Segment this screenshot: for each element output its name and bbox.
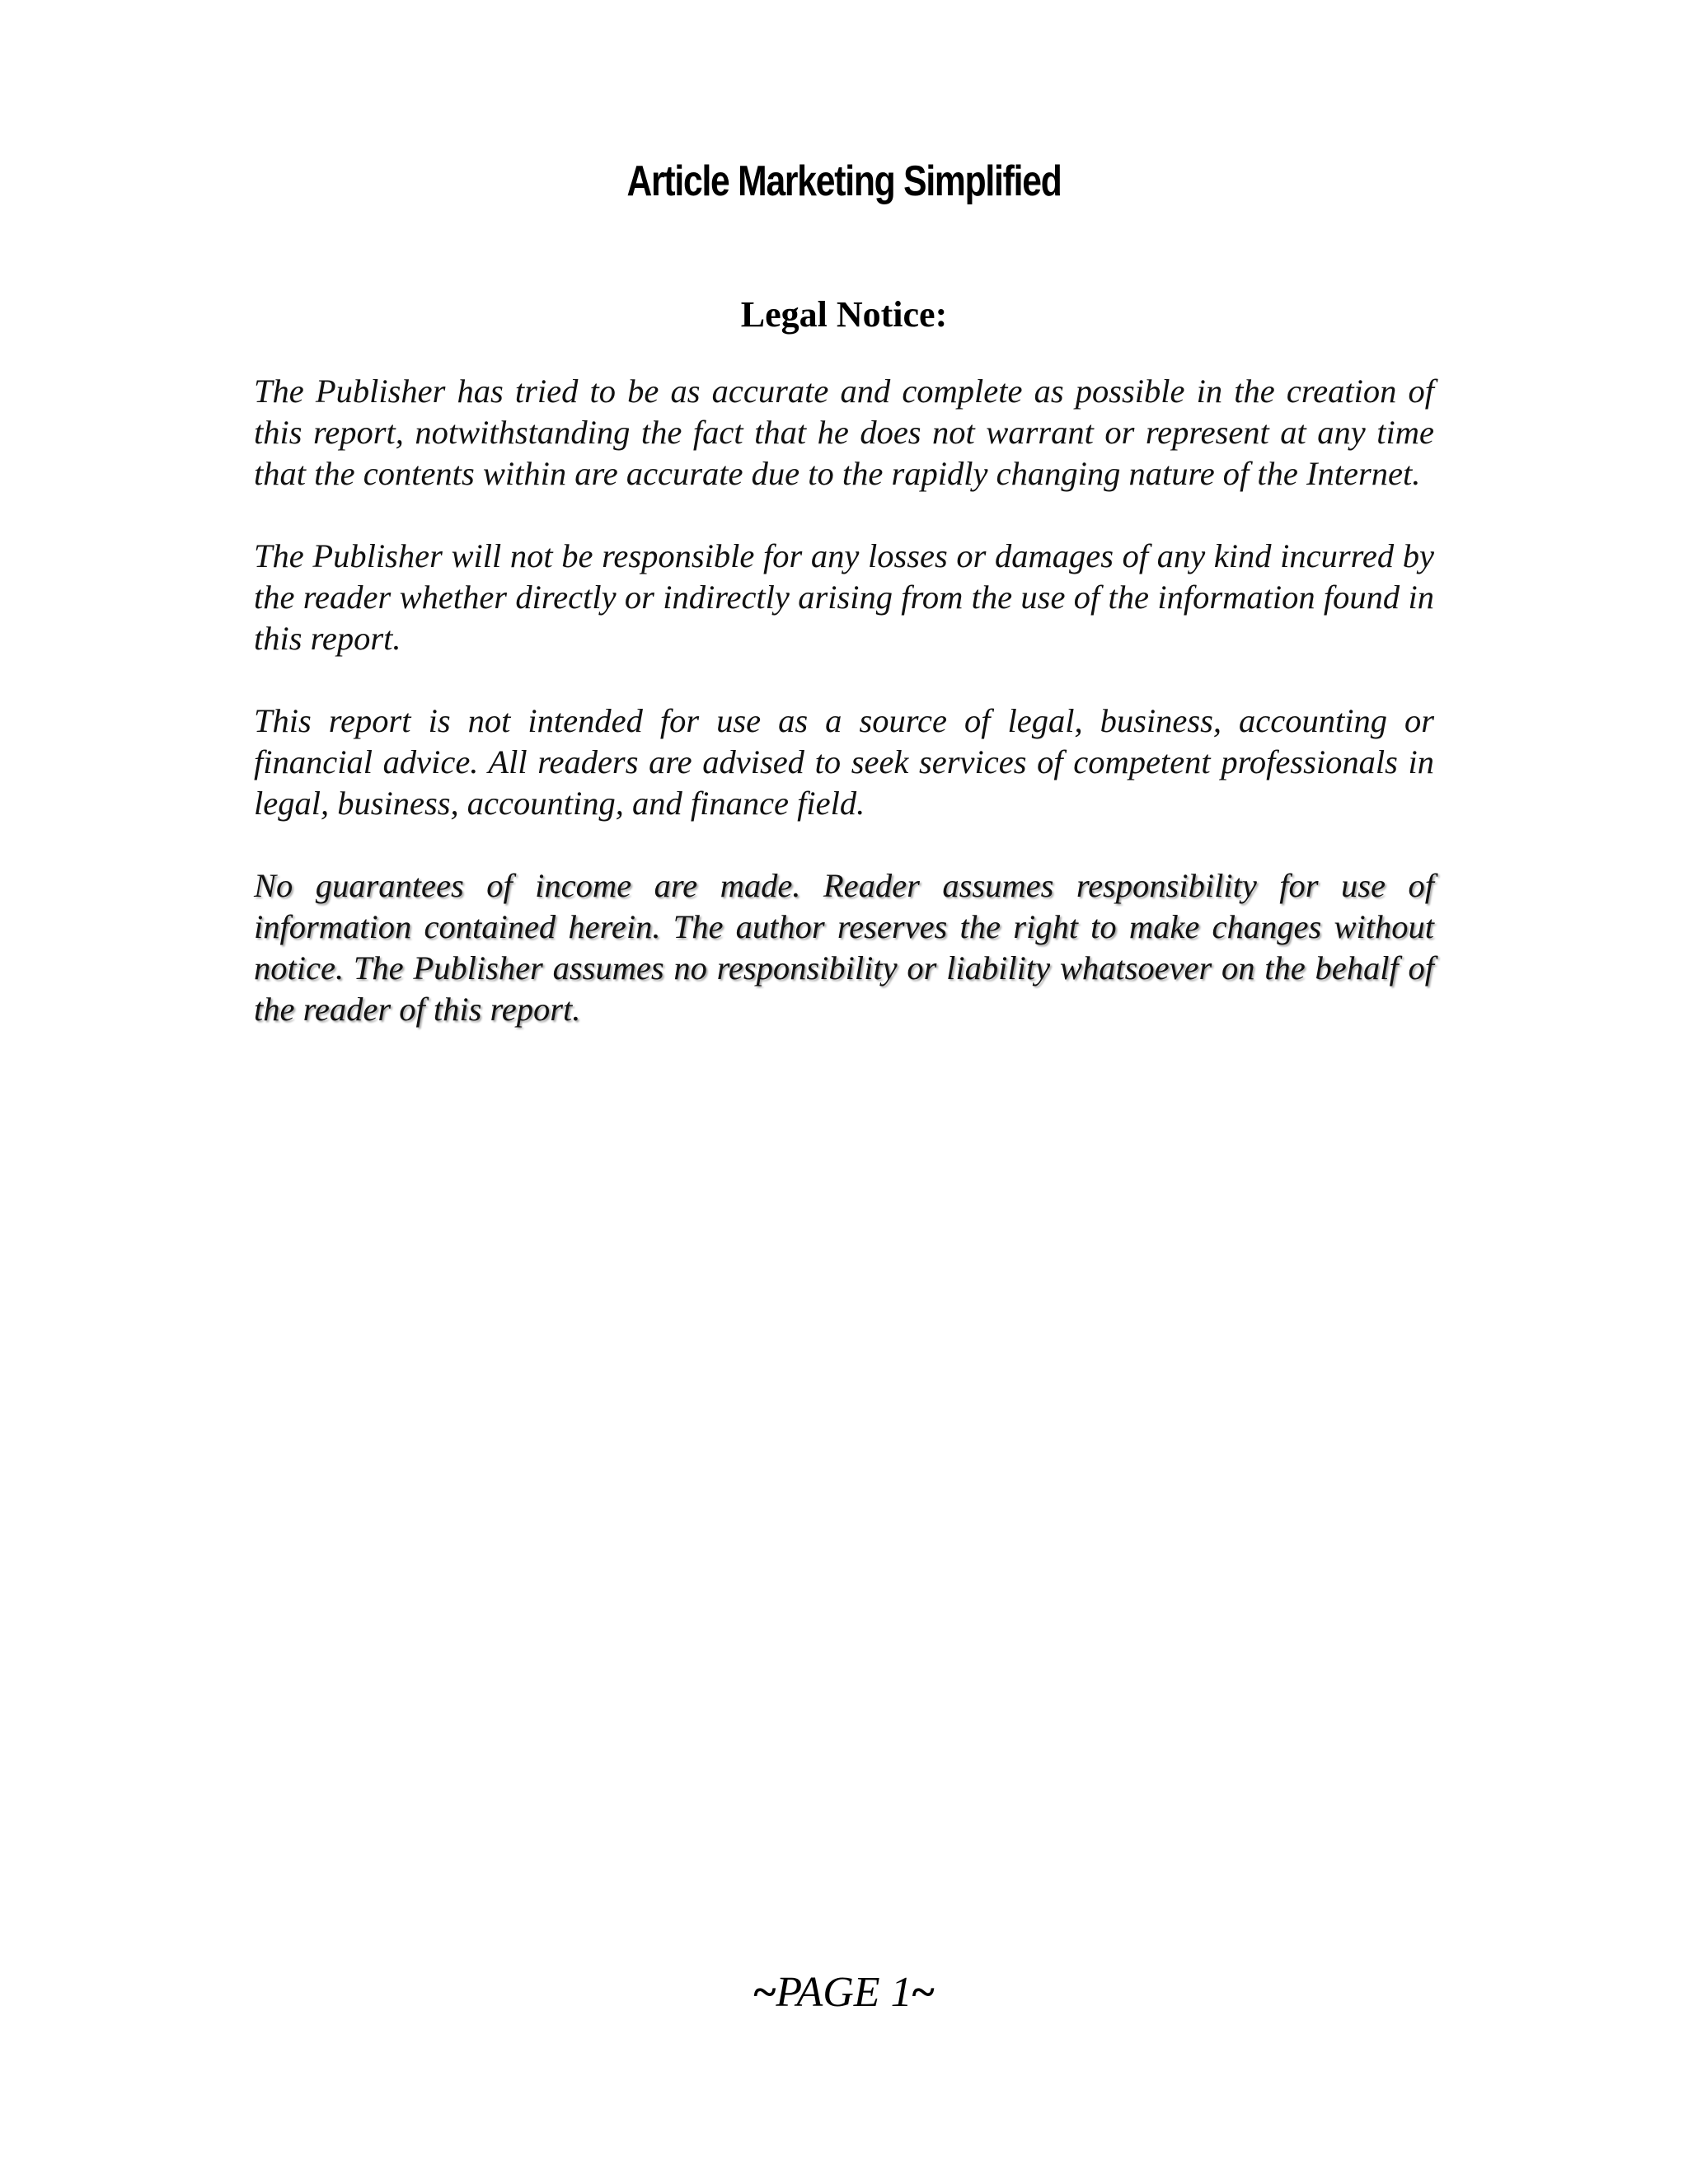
tilde-right: ~ [912,1969,935,2016]
paragraph-accuracy: The Publisher has tried to be as accurate and complete as possible in the creation of this report, notwithstanding the fact that he does not warrant or represent at any time that the contents within are accurate due to the rapidly changing nature of the Internet. [254,373,1434,492]
page-number-label: PAGE 1 [776,1969,912,2016]
page-number-footer [0,1968,1688,2018]
tilde-left: ~ [753,1969,776,2016]
paragraph-income-disclaimer: No guarantees of income are made. Reader assumes responsibility for use of information contained herein. The author reserves the right to make changes without notice. The Publisher assumes no responsibility or liability whatsoever on the behalf of the reader of this report. [254,867,1434,1028]
legal-notice-body [254,371,1434,1071]
legal-notice-heading: Legal Notice: [740,294,948,335]
paragraph-advice: This report is not intended for use as a source of legal, business, accounting or financial advice. All readers are advised to seek services of competent professionals in legal, business, accounting, and finance field. [254,702,1434,822]
document-title: Article Marketing Simplified [626,157,1062,205]
paragraph-liability: The Publisher will not be responsible for any losses or damages of any kind incurred by the reader whether directly or indirectly arising from the use of the information found in this report. [254,537,1434,657]
